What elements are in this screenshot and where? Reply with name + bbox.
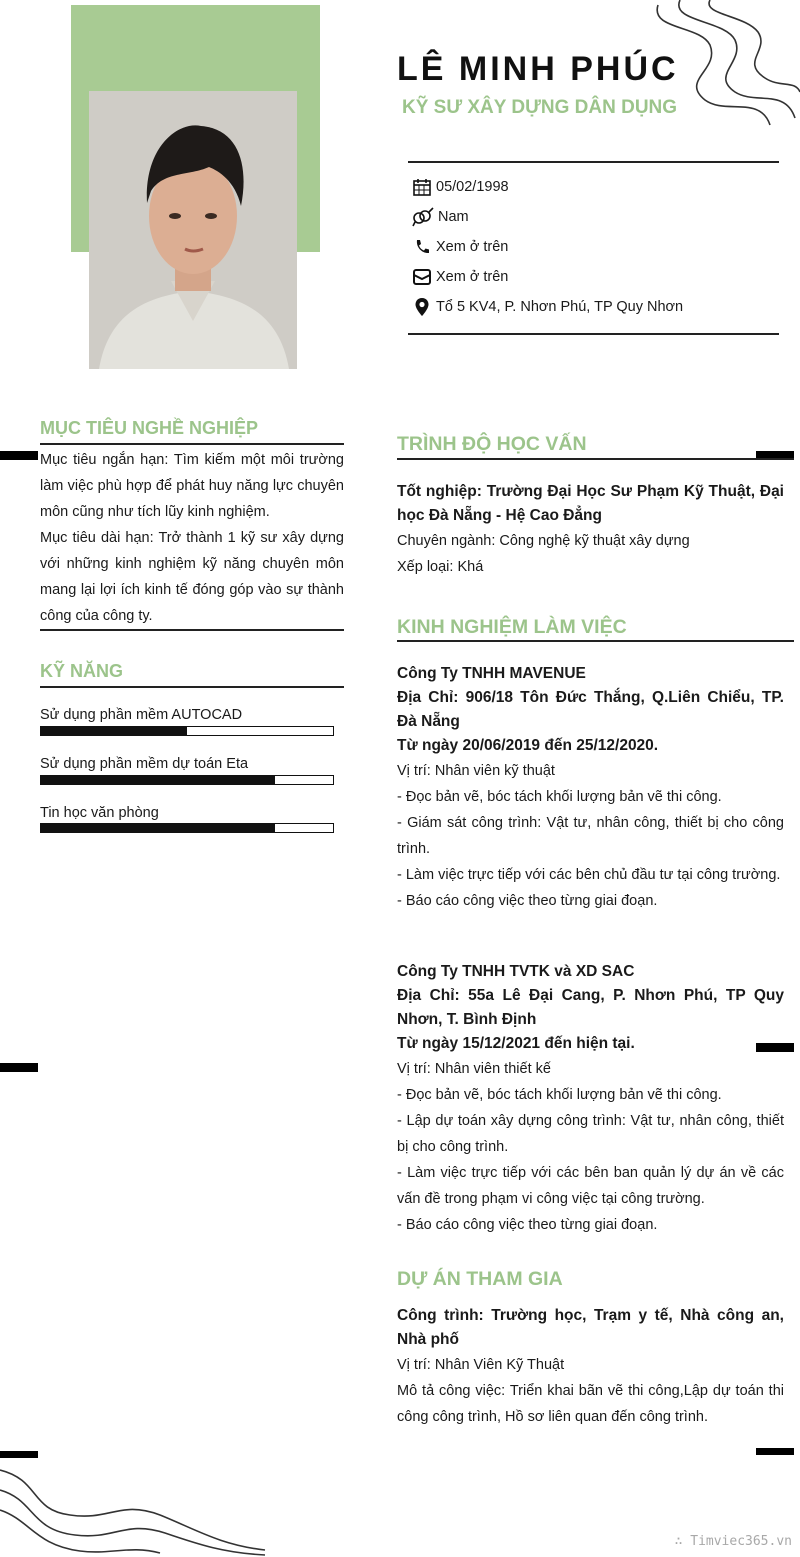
contact-dob (412, 177, 509, 197)
divider (40, 443, 344, 445)
contact-address-text: Tổ 5 KV4, P. Nhơn Phú, TP Quy Nhơn (436, 299, 684, 315)
project-description: Mô tả công việc: Triển khai bãn vẽ thi công,Lập dự toán thi công công trình, Hồ sơ liên quan đến công trình. (397, 1383, 784, 1425)
avatar (89, 91, 297, 369)
objective-text (40, 447, 344, 629)
job-duty: - Báo cáo công việc theo từng giai đoạn. (397, 1217, 658, 1233)
phone-icon (412, 237, 432, 257)
decor-waves-bottom (0, 1455, 270, 1557)
divider (397, 640, 794, 642)
education-title: TRÌNH ĐỘ HỌC VẤN (397, 433, 587, 455)
candidate-title: KỸ SƯ XÂY DỰNG DÂN DỤNG (402, 97, 678, 118)
divider (408, 333, 779, 335)
skill-bar (40, 823, 334, 833)
edge-dash (0, 451, 38, 460)
job-period: Từ ngày 20/06/2019 đến 25/12/2020. (397, 737, 659, 754)
contact-gender (412, 207, 469, 227)
contact-email-text: Xem ở trên (436, 269, 509, 285)
education-major: Chuyên ngành: Công nghệ kỹ thuật xây dựng (397, 533, 690, 549)
skill-label: Sử dụng phần mềm AUTOCAD (40, 707, 243, 723)
location-icon (412, 297, 432, 317)
experience-title: KINH NGHIỆM LÀM VIỆC (397, 616, 627, 638)
job-company: Công Ty TNHH MAVENUE (397, 665, 586, 682)
contact-phone (412, 237, 508, 257)
calendar-icon (412, 177, 432, 197)
job-address: Địa Chỉ: 906/18 Tôn Đức Thắng, Q.Liên Chiểu, TP. Đà Nẵng (397, 689, 784, 730)
divider (40, 686, 344, 688)
job-period: Từ ngày 15/12/2021 đến hiện tại. (397, 1035, 635, 1052)
objective-short-term: Mục tiêu ngắn hạn: Tìm kiếm một môi trường làm việc phù hợp để phát huy năng lực chuyên môn cũng như tích lũy kinh nghiệm. (40, 452, 344, 520)
job-duty: - Lập dự toán xây dựng công trình: Vật tư, nhân công, thiết bị cho công trình. (397, 1113, 784, 1155)
job-entry (397, 662, 784, 914)
job-duty: - Báo cáo công việc theo từng giai đoạn. (397, 893, 658, 909)
skill-bar (40, 775, 334, 785)
project-name: Công trình: Trường học, Trạm y tế, Nhà công an, Nhà phố (397, 1307, 784, 1348)
education-school: Tốt nghiệp: Trường Đại Học Sư Phạm Kỹ Thuật, Đại học Đà Nẵng - Hệ Cao Đẳng (397, 483, 784, 524)
contact-phone-text: Xem ở trên (436, 239, 509, 255)
job-position: Vị trí: Nhân viên kỹ thuật (397, 763, 555, 779)
skill-fill (41, 776, 275, 784)
edge-dash (0, 1063, 38, 1072)
job-address: Địa Chỉ: 55a Lê Đại Cang, P. Nhơn Phú, TP Quy Nhơn, T. Bình Định (397, 987, 784, 1028)
watermark: ∴ Timviec365.vn (674, 1534, 792, 1549)
objective-title: MỤC TIÊU NGHỀ NGHIỆP (40, 418, 259, 438)
objective-long-term: Mục tiêu dài hạn: Trở thành 1 kỹ sư xây dựng với những kinh nghiệm kỹ năng chuyên môn mang lại lợi ích kinh tế đóng góp vào sự thành công của công ty. (40, 530, 344, 624)
job-position: Vị trí: Nhân viên thiết kế (397, 1061, 551, 1077)
divider (397, 458, 794, 460)
education-block (397, 480, 784, 580)
contact-gender-text: Nam (438, 209, 469, 225)
project-block (397, 1304, 784, 1430)
job-duty: - Đọc bản vẽ, bóc tách khối lượng bản vẽ thi công. (397, 789, 722, 805)
skill-fill (41, 727, 187, 735)
portrait-illustration (89, 91, 297, 369)
skill-bar (40, 726, 334, 736)
projects-title: DỰ ÁN THAM GIA (397, 1268, 563, 1290)
edge-dash (756, 1448, 794, 1455)
skill-label: Sử dụng phần mềm dự toán Eta (40, 756, 249, 772)
divider (408, 161, 779, 163)
job-company: Công Ty TNHH TVTK và XD SAC (397, 963, 635, 980)
skill-label: Tin học văn phòng (40, 805, 159, 821)
job-entry (397, 960, 784, 1238)
email-icon (412, 267, 432, 287)
skill-fill (41, 824, 275, 832)
job-duty: - Làm việc trực tiếp với các bên chủ đầu tư tại công trường. (397, 867, 781, 883)
contact-email (412, 267, 508, 287)
candidate-name: LÊ MINH PHÚC (397, 50, 679, 88)
gender-icon (412, 207, 434, 227)
contact-dob-text: 05/02/1998 (436, 179, 509, 195)
job-duty: - Giám sát công trình: Vật tư, nhân công, thiết bị cho công trình. (397, 815, 784, 857)
job-duty: - Làm việc trực tiếp với các bên ban quản lý dự án về các vấn đề trong phạm vi công việc tại công trường. (397, 1165, 784, 1207)
education-rank: Xếp loại: Khá (397, 559, 484, 575)
edge-dash (0, 1451, 38, 1458)
contact-address (412, 297, 683, 317)
skills-title: KỸ NĂNG (40, 661, 124, 681)
project-position: Vị trí: Nhân Viên Kỹ Thuật (397, 1357, 565, 1373)
divider (40, 629, 344, 631)
job-duty: - Đọc bản vẽ, bóc tách khối lượng bản vẽ thi công. (397, 1087, 722, 1103)
